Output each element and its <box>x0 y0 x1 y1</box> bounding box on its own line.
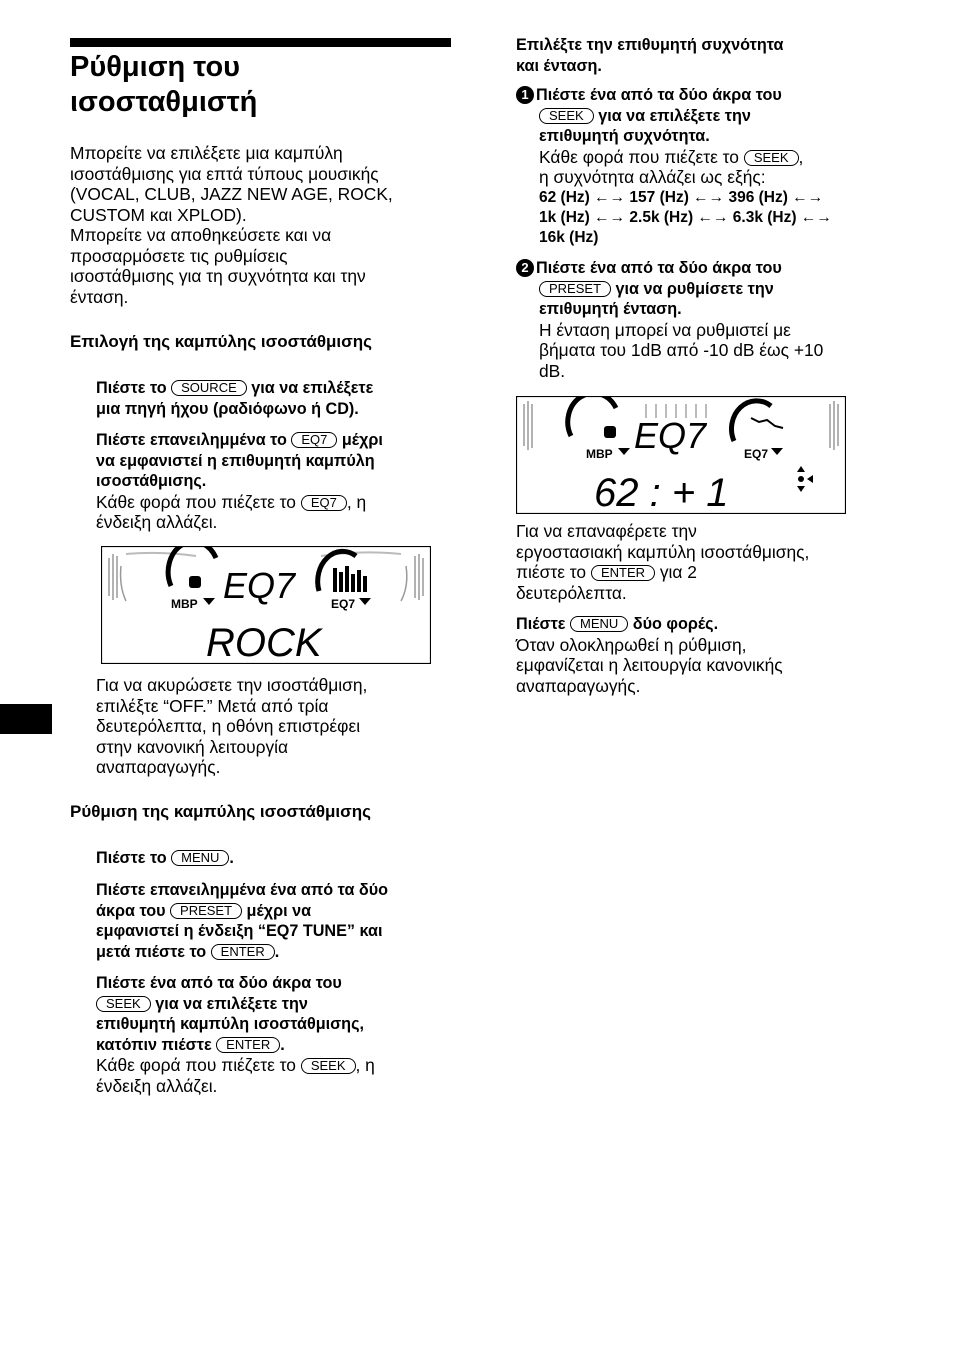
preset-button[interactable]: PRESET <box>170 903 242 919</box>
display-bottom-text: 62 : + 1 <box>594 471 729 514</box>
lcd-display-tune <box>516 396 846 514</box>
lcd-display-rock <box>101 546 431 664</box>
eq7-label: EQ7 <box>744 447 769 461</box>
menu-button[interactable]: MENU <box>570 616 628 632</box>
step-number-2: 2 <box>516 259 534 277</box>
display-top-text: EQ7 <box>634 415 707 456</box>
side-tab-marker <box>0 704 52 734</box>
enter-button[interactable]: ENTER <box>591 565 655 581</box>
intro-line: (VOCAL, CLUB, JAZZ NEW AGE, ROCK, <box>70 184 393 204</box>
section2-step1: Πιέστε το MENU . <box>96 849 234 867</box>
menu-note: Πιέστε MENU δύο φορές. Όταν ολοκληρωθεί η ρύθμιση, εμφανίζεται η λειτουργία κανονικής αναπαραγωγής. <box>516 615 783 696</box>
title-rule <box>70 38 451 47</box>
page-title <box>70 50 460 120</box>
eq7-button[interactable]: EQ7 <box>301 495 347 511</box>
section2-step3: Πιέστε ένα από τα δύο άκρα του SEEK για να επιλέξετε την επιθυμητή καμπύλη ισοστάθμισης, κατόπιν πιέστε ENTER . Κάθε φορά που πιέζετε το SEEK , η ένδειξη αλλάζει. <box>96 974 375 1096</box>
preset-button[interactable]: PRESET <box>539 281 611 297</box>
frequency-sequence: 62 (Hz) ←→ 157 (Hz) ←→ 396 (Hz) ←→ <box>539 188 824 206</box>
frequency-sequence: 1k (Hz) ←→ 2.5k (Hz) ←→ 6.3k (Hz) ←→ <box>539 208 832 226</box>
section1-heading: Επιλογή της καμπύλης ισοστάθμισης <box>70 332 372 351</box>
seek-button[interactable]: SEEK <box>96 996 151 1012</box>
seek-button[interactable]: SEEK <box>301 1058 356 1074</box>
enter-button[interactable]: ENTER <box>216 1037 280 1053</box>
mbp-label: MBP <box>171 597 198 611</box>
section1-step1: Πιέστε το SOURCE για να επιλέξετε μια πηγή ήχου (ραδιόφωνο ή CD). <box>96 379 374 418</box>
menu-button[interactable]: MENU <box>171 850 229 866</box>
intro-line: ισοστάθμισης για επτά τύπους μουσικής <box>70 163 379 184</box>
eq7-button[interactable]: EQ7 <box>291 432 337 448</box>
intro-line: Μπορείτε να αποθηκεύσετε και να <box>70 225 332 245</box>
section2-step2: Πιέστε επανειλημμένα ένα από τα δύο άκρα του PRESET μέχρι να εμφανιστεί η ένδειξη “EQ7 TUNE” και μετά πιέστε το ENTER . <box>96 881 389 961</box>
speaker-icon <box>189 576 201 588</box>
right-step2: 2 Πιέστε ένα από τα δύο άκρα του PRESET για να ρυθμίσετε την επιθυμητή ένταση. Η ένταση μπορεί να ρυθμιστεί με βήματα του 1dB από -10 dB έως +10 dB. <box>516 258 896 381</box>
display-bottom-text: ROCK <box>206 621 322 664</box>
enter-button[interactable]: ENTER <box>211 944 275 960</box>
title-line-2: ισοσταθμιστή <box>70 86 258 118</box>
section2-heading: Ρύθμιση της καμπύλης ισοστάθμισης <box>70 802 371 821</box>
intro-line: Μπορείτε να επιλέξετε μια καμπύλη <box>70 143 343 163</box>
seek-button[interactable]: SEEK <box>539 108 594 124</box>
speaker-icon <box>604 426 616 438</box>
frequency-sequence: 16k (Hz) <box>539 228 599 246</box>
seek-button[interactable]: SEEK <box>744 150 799 166</box>
display-top-text: EQ7 <box>223 565 296 606</box>
mbp-label: MBP <box>586 447 613 461</box>
right-step1: 1 Πιέστε ένα από τα δύο άκρα του SEEK για να επιλέξετε την επιθυμητή συχνότητα. Κάθε φορά που πιέζετε το SEEK , η συχνότητα αλλάζει ως εξής: 62 (Hz) ←→ 157 (Hz) ←→ 396 (Hz) ←→ 1k (Hz) ←→ 2.5k (Hz) ←→ 6.3k (Hz) ←→ 16k (Hz) <box>516 85 896 248</box>
eq7-label: EQ7 <box>331 597 356 611</box>
cancel-note: Για να ακυρώσετε την ισοστάθμιση, επιλέξτε “OFF.” Μετά από τρία δευτερόλεπτα, η οθόνη επιστρέφει στην κανονική λειτουργία αναπαραγωγής. <box>96 675 368 777</box>
source-button[interactable]: SOURCE <box>171 380 247 396</box>
intro-paragraph <box>70 143 460 307</box>
step-number-1: 1 <box>516 86 534 104</box>
intro-line: ένταση. <box>70 286 129 307</box>
right-intro: Επιλέξτε την επιθυμητή συχνότητα και ένταση. <box>516 36 784 75</box>
title-line-1: Ρύθμιση του <box>70 51 241 83</box>
section1-step2: Πιέστε επανειλημμένα το EQ7 μέχρι να εμφανιστεί η επιθυμητή καμπύλη ισοστάθμισης. Κάθε φορά που πιέζετε το EQ7 , η ένδειξη αλλάζει. <box>96 431 383 532</box>
intro-line: CUSTOM και XPLOD). <box>70 204 247 225</box>
intro-line: προσαρμόσετε τις ρυθμίσεις <box>70 245 288 266</box>
intro-line: ισοστάθμισης για τη συχνότητα και την <box>70 266 366 286</box>
reset-note: Για να επαναφέρετε την εργοστασιακή καμπύλη ισοστάθμισης, πιέστε το ENTER για 2 δευτερόλεπτα. <box>516 521 810 603</box>
